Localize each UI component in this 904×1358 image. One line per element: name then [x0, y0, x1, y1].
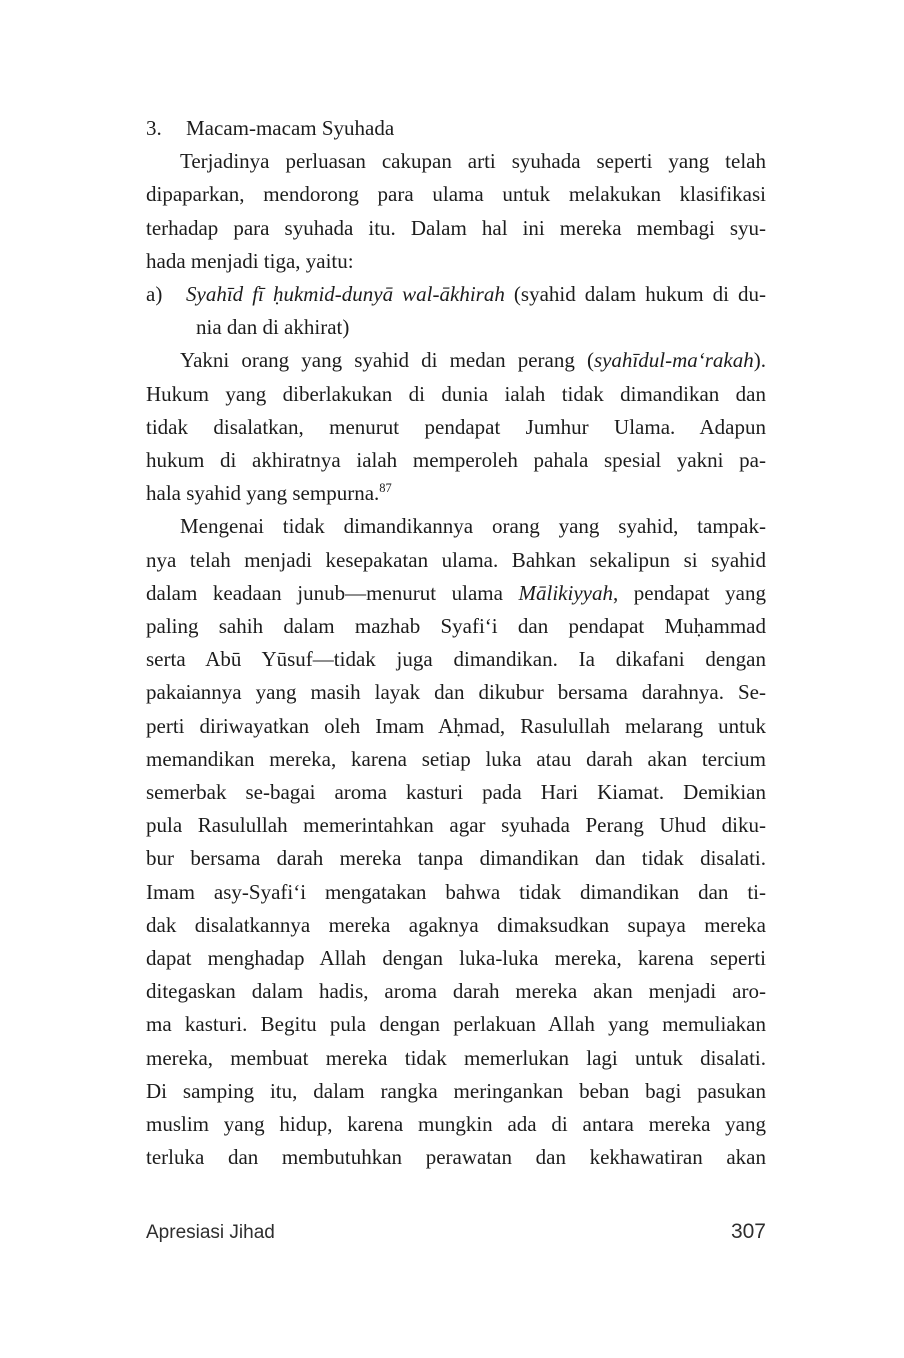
text-line	[146, 378, 766, 411]
heading-number: 3.	[146, 116, 162, 140]
text-run: pula Rasulullah memerintahkan agar syuhada Perang Uhud diku-	[146, 813, 766, 838]
text-block	[146, 112, 766, 1175]
text-line	[146, 809, 766, 842]
text-line	[146, 112, 766, 145]
text-run: nia dan di akhirat)	[196, 315, 350, 340]
text-run: terluka dan membutuhkan perawatan dan kekhawatiran akan	[146, 1145, 766, 1170]
text-line	[146, 909, 766, 942]
text-line	[146, 577, 766, 610]
text-line	[146, 1141, 766, 1174]
text-run: Di samping itu, dalam rangka meringankan beban bagi pasukan	[146, 1078, 766, 1103]
text-run: ).	[753, 348, 766, 373]
arabic-term: syahīdul-ma‘rakah	[593, 348, 754, 373]
text-line	[146, 1042, 766, 1075]
arabic-term: Mālikiyyah	[518, 580, 613, 605]
footnote-ref: 87	[379, 481, 392, 496]
text-line	[146, 278, 766, 311]
text-run: Terjadinya perluasan cakupan arti syuhada seperti yang telah	[180, 149, 766, 174]
page-footer	[146, 1220, 766, 1244]
text-line	[146, 178, 766, 211]
text-run: paling sahih dalam mazhab Syafi‘i dan pendapat Muḥammad	[146, 614, 766, 639]
text-run: (syahid dalam hukum di du-	[504, 282, 766, 307]
text-line	[146, 743, 766, 776]
text-line	[146, 344, 766, 377]
text-run: hukum di akhiratnya ialah memperoleh pahala spesial yakni pa-	[146, 448, 766, 473]
text-line	[146, 876, 766, 909]
text-line	[146, 842, 766, 875]
text-run: serta Abū Yūsuf—tidak juga dimandikan. Ia dikafani dengan	[146, 647, 766, 672]
text-line	[146, 643, 766, 676]
text-run: bur bersama darah mereka tanpa dimandikan dan tidak disalati.	[146, 846, 766, 871]
item-a-marker: a)	[146, 282, 163, 307]
text-line	[146, 444, 766, 477]
text-run: tidak disalatkan, menurut pendapat Jumhur Ulama. Adapun	[146, 414, 766, 439]
arabic-term: Syahīd fī ḥukmid-dunyā wal-ākhirah	[186, 282, 505, 307]
text-line	[146, 1075, 766, 1108]
text-line	[146, 942, 766, 975]
text-run: , pendapat yang	[612, 580, 766, 605]
text-run: dalam keadaan junub—menurut ulama	[146, 580, 519, 605]
text-line	[146, 544, 766, 577]
text-run: muslim yang hidup, karena mungkin ada di antara mereka yang	[146, 1112, 766, 1137]
text-line	[146, 245, 766, 278]
text-line	[146, 710, 766, 743]
text-run: Hukum yang diberlakukan di dunia ialah tidak dimandikan dan	[146, 381, 766, 406]
text-line	[146, 311, 766, 344]
text-run: Yakni orang yang syahid di medan perang (	[180, 348, 594, 373]
text-run: pakaiannya yang masih layak dan dikubur bersama darahnya. Se-	[146, 680, 766, 705]
text-line	[146, 212, 766, 245]
text-line	[146, 411, 766, 444]
text-run: Imam asy-Syafi‘i mengatakan bahwa tidak dimandikan dan ti-	[146, 879, 766, 904]
text-run: perti diriwayatkan oleh Imam Aḥmad, Rasulullah melarang untuk	[146, 713, 766, 738]
text-run: dapat menghadap Allah dengan luka-luka mereka, karena seperti	[146, 946, 766, 971]
footer-page-number: 307	[730, 1220, 766, 1243]
text-line	[146, 1008, 766, 1041]
text-run: semerbak se-bagai aroma kasturi pada Hari Kiamat. Demikian	[146, 780, 766, 805]
text-run: hala syahid yang sempurna.	[146, 481, 380, 506]
text-run: ma kasturi. Begitu pula dengan perlakuan Allah yang memuliakan	[146, 1012, 766, 1037]
text-line	[146, 477, 766, 510]
text-line	[146, 510, 766, 543]
text-line	[146, 145, 766, 178]
text-run: hada menjadi tiga, yaitu:	[146, 248, 354, 273]
text-run: dak disalatkannya mereka agaknya dimaksudkan supaya mereka	[146, 912, 766, 937]
text-run: memandikan mereka, karena setiap luka atau darah akan tercium	[146, 746, 766, 771]
text-run: nya telah menjadi kesepakatan ulama. Bahkan sekalipun si syahid	[146, 547, 766, 572]
text-line	[146, 975, 766, 1008]
text-run: dipaparkan, mendorong para ulama untuk melakukan klasifikasi	[146, 182, 766, 207]
text-run: terhadap para syuhada itu. Dalam hal ini mereka membagi syu-	[146, 215, 766, 240]
heading-title: Macam-macam Syuhada	[186, 116, 395, 140]
text-line	[146, 676, 766, 709]
text-run: mereka, membuat mereka tidak memerlukan lagi untuk disalati.	[146, 1045, 766, 1070]
text-run: Mengenai tidak dimandikannya orang yang syahid, tampak-	[180, 514, 766, 539]
footer-book-title: Apresiasi Jihad	[146, 1222, 275, 1243]
text-line	[146, 610, 766, 643]
text-line	[146, 776, 766, 809]
text-run: ditegaskan dalam hadis, aroma darah mereka akan menjadi aro-	[146, 979, 766, 1004]
text-line	[146, 1108, 766, 1141]
